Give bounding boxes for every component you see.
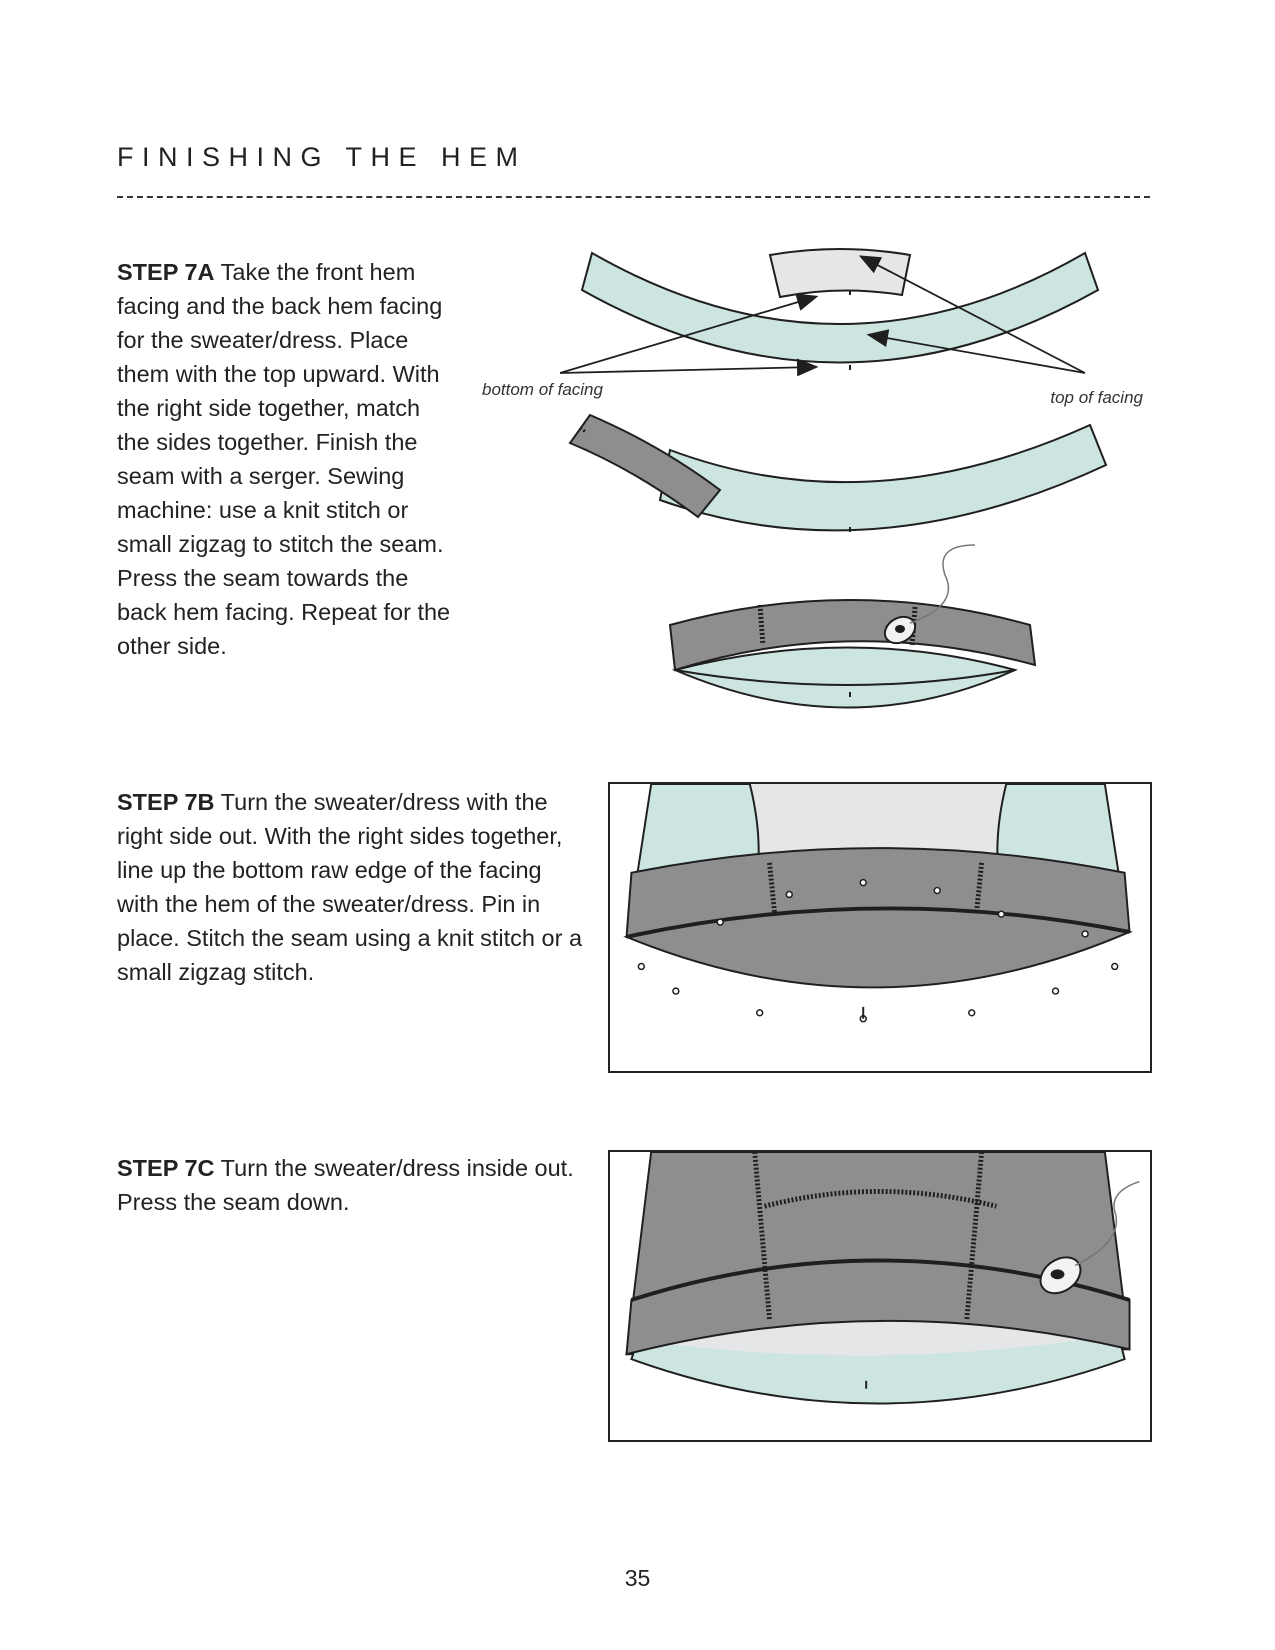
- step-7c-text: [117, 1151, 587, 1219]
- step-7a-label: STEP 7A: [117, 259, 215, 285]
- bottom-of-facing-label: bottom of facing: [482, 380, 603, 399]
- step-7c-illustration: [608, 1150, 1152, 1442]
- facing-piece-small: [770, 249, 910, 297]
- dashed-divider: [117, 196, 1150, 198]
- step-7a-text: [117, 255, 457, 663]
- step-7b-body: Turn the sweater/dress with the right side out. With the right sides together, line up the bottom raw edge of the facing with the hem of the sweater/dress. Pin in place. Stitch the seam using a knit stitch or a small zigzag stitch.: [117, 789, 583, 985]
- step-7a-illustration: [470, 245, 1160, 735]
- step-7c-label: STEP 7C: [117, 1155, 215, 1181]
- step-7b-label: STEP 7B: [117, 789, 215, 815]
- joined-mint-band: [660, 425, 1106, 530]
- section-title: FINISHING THE HEM: [117, 142, 527, 172]
- page-number: 35: [624, 1565, 651, 1591]
- step-7b-illustration: [608, 782, 1152, 1073]
- step-7a-body: Take the front hem facing and the back hem facing for the sweater/dress. Place them with the top upward. With the right side together, match the sides together. Finish the seam with a serger. Sewing machine: use a knit stitch or small zigzag to stitch the seam. Press the seam towards the back hem facing. Repeat for the other side.: [117, 259, 451, 659]
- top-of-facing-label: top of facing: [1050, 388, 1143, 407]
- step-7b-text: [117, 785, 587, 989]
- step-7c-body: Turn the sweater/dress inside out. Press the seam down.: [117, 1155, 574, 1215]
